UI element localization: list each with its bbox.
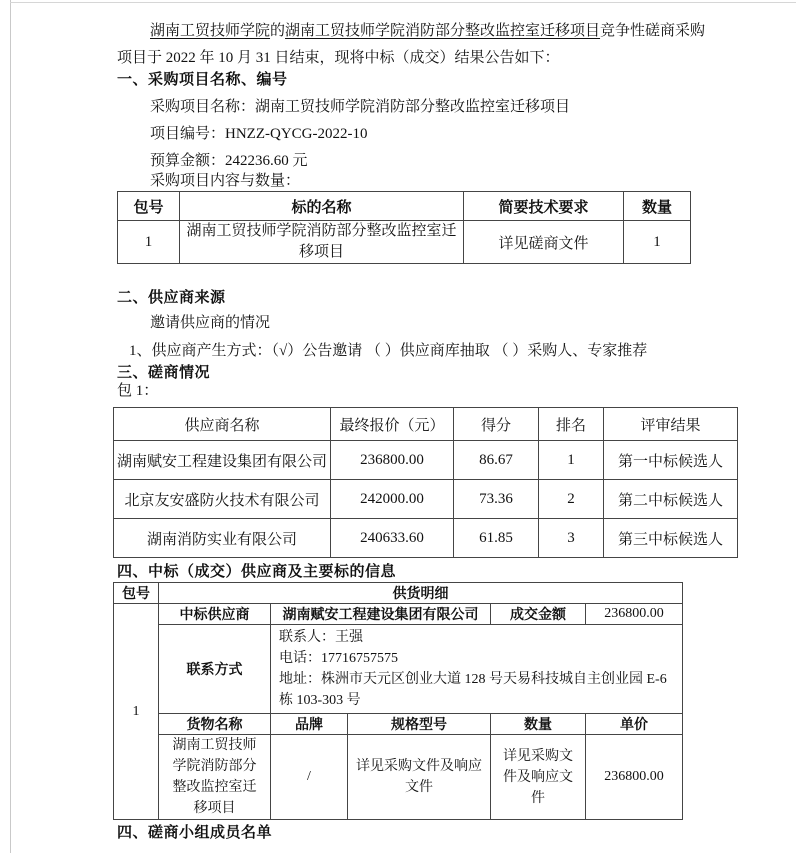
content-quantity-line: 采购项目内容与数量： [150, 173, 301, 189]
table-row [114, 519, 738, 558]
t3-goods-header-spec: 规格型号 [348, 714, 491, 735]
winning-supplier-table [113, 582, 683, 820]
t3-winner-name: 湖南赋安工程建设集团有限公司 [271, 604, 491, 625]
t2-header-price: 最终报价（元） [331, 408, 454, 441]
t2-r1-rank: 1 [539, 441, 604, 480]
t3-goods-header-qty: 数量 [491, 714, 586, 735]
consultation-result-table [113, 407, 738, 558]
t3-goods-header-name: 货物名称 [159, 714, 271, 735]
t2-r1-score: 86.67 [454, 441, 539, 480]
t3-amount-value: 236800.00 [586, 604, 683, 625]
t3-goods-name: 湖南工贸技师学院消防部分整改监控室迁移项目 [159, 735, 271, 820]
section-heading-4: 四、中标（成交）供应商及主要标的信息 [117, 563, 397, 580]
page-top-border [10, 2, 796, 3]
project-name-underlined: 湖南工贸技师学院消防部分整改监控室迁移项目 [285, 23, 601, 39]
package-1-label: 包 1： [117, 383, 159, 399]
budget-line: 预算金额：242236.60 元 [150, 153, 308, 169]
t1-header-subject: 标的名称 [180, 192, 464, 221]
project-code-line: 项目编号：HNZZ-QYCG-2022-10 [150, 126, 368, 142]
intro-line-1 [150, 21, 705, 41]
t3-package-no: 1 [114, 604, 159, 820]
t2-header-score: 得分 [454, 408, 539, 441]
t3-goods-price: 236800.00 [586, 735, 683, 820]
contact-phone-line: 电话：17716757575 [279, 651, 398, 666]
t1-cell-qty: 1 [624, 221, 691, 264]
t2-header-result: 评审结果 [604, 408, 738, 441]
t3-contact-label: 联系方式 [159, 625, 271, 714]
section-heading-2: 二、供应商来源 [117, 289, 226, 306]
t2-r3-price: 240633.60 [331, 519, 454, 558]
contact-address-line: 地址：株洲市天元区创业大道 128 号天易科技城自主创业园 E-6 栋 103-303 号 [279, 672, 667, 708]
t2-r1-price: 236800.00 [331, 441, 454, 480]
intro-connector: 的 [270, 23, 286, 39]
table-row [114, 480, 738, 519]
purchaser-name-underlined: 湖南工贸技师学院 [150, 23, 271, 39]
t2-r1-supplier: 湖南赋安工程建设集团有限公司 [114, 441, 331, 480]
section-heading-5: 四、磋商小组成员名单 [117, 824, 273, 841]
t3-goods-qty: 详见采购文件及响应文件 [491, 735, 586, 820]
t2-r3-result: 第三中标候选人 [604, 519, 738, 558]
page-left-border [10, 0, 11, 853]
section-heading-3: 三、磋商情况 [117, 364, 211, 381]
t2-r3-score: 61.85 [454, 519, 539, 558]
t1-header-qty: 数量 [624, 192, 691, 221]
t1-cell-subject: 湖南工贸技师学院消防部分整改监控室迁移项目 [180, 221, 464, 264]
t3-goods-header-price: 单价 [586, 714, 683, 735]
t2-r2-score: 73.36 [454, 480, 539, 519]
t1-cell-package: 1 [118, 221, 180, 264]
t3-goods-spec: 详见采购文件及响应文件 [348, 735, 491, 820]
t3-winner-label: 中标供应商 [159, 604, 271, 625]
t2-header-rank: 排名 [539, 408, 604, 441]
t2-header-supplier: 供应商名称 [114, 408, 331, 441]
purchase-content-table [117, 191, 691, 264]
supplier-method-line: 1、供应商产生方式：（√）公告邀请 （ ）供应商库抽取 （ ）采购人、专家推荐 [129, 343, 648, 359]
t3-goods-brand: / [271, 735, 348, 820]
t3-goods-header-brand: 品牌 [271, 714, 348, 735]
contact-person-line: 联系人：王强 [279, 630, 363, 645]
t2-r1-result: 第一中标候选人 [604, 441, 738, 480]
t3-amount-label: 成交金额 [491, 604, 586, 625]
section-heading-1: 一、采购项目名称、编号 [117, 71, 288, 88]
table-row [114, 441, 738, 480]
project-name-line: 采购项目名称：湖南工贸技师学院消防部分整改监控室迁移项目 [150, 99, 571, 115]
intro-line-2: 项目于 2022 年 10 月 31 日结束，现将中标（成交）结果公告如下： [117, 50, 560, 66]
t3-contact-info [271, 625, 683, 714]
t1-header-package: 包号 [118, 192, 180, 221]
t2-r3-rank: 3 [539, 519, 604, 558]
t1-header-tech: 简要技术要求 [464, 192, 624, 221]
invite-supplier-line: 邀请供应商的情况 [150, 315, 271, 331]
intro-tail: 竞争性磋商采购 [600, 23, 706, 39]
t1-cell-tech: 详见磋商文件 [464, 221, 624, 264]
t2-r3-supplier: 湖南消防实业有限公司 [114, 519, 331, 558]
t2-r2-result: 第二中标候选人 [604, 480, 738, 519]
t2-r2-supplier: 北京友安盛防火技术有限公司 [114, 480, 331, 519]
t2-r2-rank: 2 [539, 480, 604, 519]
t3-header-detail: 供货明细 [159, 583, 683, 604]
t3-header-package: 包号 [114, 583, 159, 604]
t2-r2-price: 242000.00 [331, 480, 454, 519]
